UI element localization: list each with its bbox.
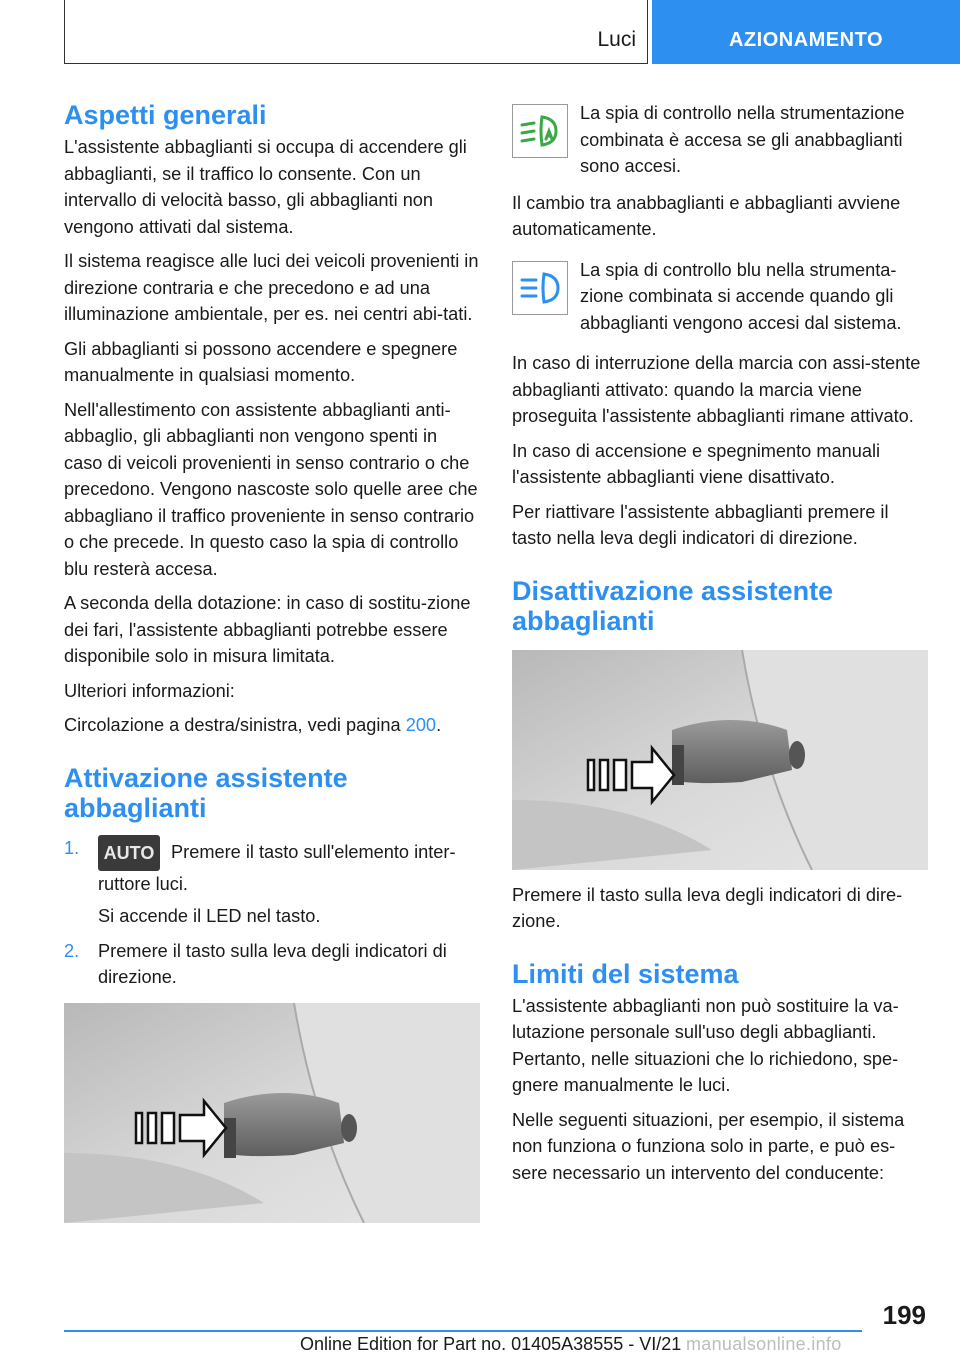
- page-number: 199: [882, 1300, 926, 1330]
- paragraph: L'assistente abbaglianti si occupa di accendere gli abbaglianti, se il traffico lo consente. Con un intervallo di velocità basso, gli abbaglianti non vengono attivati dal sistema.: [64, 137, 467, 237]
- section-title: Luci: [597, 28, 636, 51]
- step-item: 2. Premere il tasto sulla leva degli indicatori di direzione.: [64, 940, 447, 987]
- chapter-tab[interactable]: AZIONAMENTO: [652, 0, 960, 64]
- left-column: [64, 100, 480, 1223]
- heading-limits: Limiti del sistema: [512, 958, 739, 989]
- paragraph: Il cambio tra anabbaglianti e abbaglianti avviene automaticamente.: [512, 192, 901, 239]
- turn-signal-stalk-illustration: [512, 650, 928, 870]
- paragraph: In caso di accensione e spegnimento manuali l'assistente abbaglianti viene disattivato.: [512, 440, 881, 487]
- header-frame: [64, 0, 648, 64]
- paragraph: Ulteriori informazioni:: [64, 680, 235, 701]
- step-item: 1. AUTO Premere il tasto sull'elemento inter-ruttore luci. Si accende il LED nel tasto.: [64, 835, 480, 930]
- heading-general: Aspetti generali: [64, 100, 267, 130]
- auto-button-icon: AUTO: [98, 835, 160, 871]
- paragraph-crossref: Circolazione a destra/sinistra, vedi pagina 200.: [64, 715, 442, 735]
- heading-deactivation: Disattivazione assistente abbaglianti: [512, 575, 834, 636]
- paragraph: Nelle seguenti situazioni, per esempio, il sistema non funziona o funziona solo in parte, e può es-sere necessario un intervento del conducente:: [512, 1109, 905, 1183]
- stalk-button-photo: [512, 650, 928, 870]
- paragraph: In caso di interruzione della marcia con assi-stente abbaglianti attivato: quando la marcia viene proseguita l'assistente abbaglianti rimane attivato.: [512, 353, 921, 426]
- paragraph: Nell'allestimento con assistente abbaglianti anti-abbaglio, gli abbaglianti non vengono spenti in caso di veicoli provenienti in senso contrario o che precedono. Vengono nascoste solo quelle aree che abbagliano il traffico proveniente in senso contrario o che precede. In questo caso la spia di controllo blu resterà accesa.: [64, 399, 478, 579]
- paragraph: Per riattivare l'assistente abbaglianti premere il tasto nella leva degli indicatori di direzione.: [512, 501, 889, 548]
- watermark-logo: manualsonline.info: [686, 1334, 842, 1354]
- paragraph: Gli abbaglianti si possono accendere e spegnere manualmente in qualsiasi momento.: [64, 338, 458, 385]
- footer-edition: Online Edition for Part no. 01405A38555 - VI/21: [300, 1334, 682, 1354]
- low-beam-indicator-icon: [512, 104, 568, 158]
- paragraph: A seconda della dotazione: in caso di sostitu-zione dei fari, l'assistente abbaglianti potrebbe essere disponibile solo in misura limitata.: [64, 593, 471, 666]
- step-note: Si accende il LED nel tasto.: [98, 906, 321, 926]
- footer-rule: [64, 1330, 862, 1332]
- turn-signal-stalk-illustration: [64, 1003, 480, 1223]
- indicator-note-blue: La spia di controllo blu nella strumenta-zione combinata si accende quando gli abbaglianti vengono accesi dal sistema.: [512, 257, 928, 337]
- right-column: [512, 100, 928, 1194]
- indicator-note-green: La spia di controllo nella strumentazione combinata è accesa se gli anabbaglianti sono accesi.: [512, 100, 928, 180]
- photo-caption: Premere il tasto sulla leva degli indicatori di dire-zione.: [512, 884, 903, 931]
- step-list: [64, 835, 480, 991]
- paragraph: Il sistema reagisce alle luci dei veicoli provenienti in direzione contraria e che precedono e ad una illuminazione ambientale, per es. nei centri abi-tati.: [64, 251, 479, 324]
- paragraph: L'assistente abbaglianti non può sostituire la va-lutazione personale sull'uso degli abbaglianti. Pertanto, nelle situazioni che lo richiedono, spe-gnere manualmente le luci.: [512, 995, 899, 1095]
- stalk-button-photo: [64, 1003, 480, 1223]
- high-beam-indicator-icon: [512, 261, 568, 315]
- page-link[interactable]: 200: [405, 715, 437, 735]
- heading-activation: Attivazione assistente abbaglianti: [64, 762, 348, 823]
